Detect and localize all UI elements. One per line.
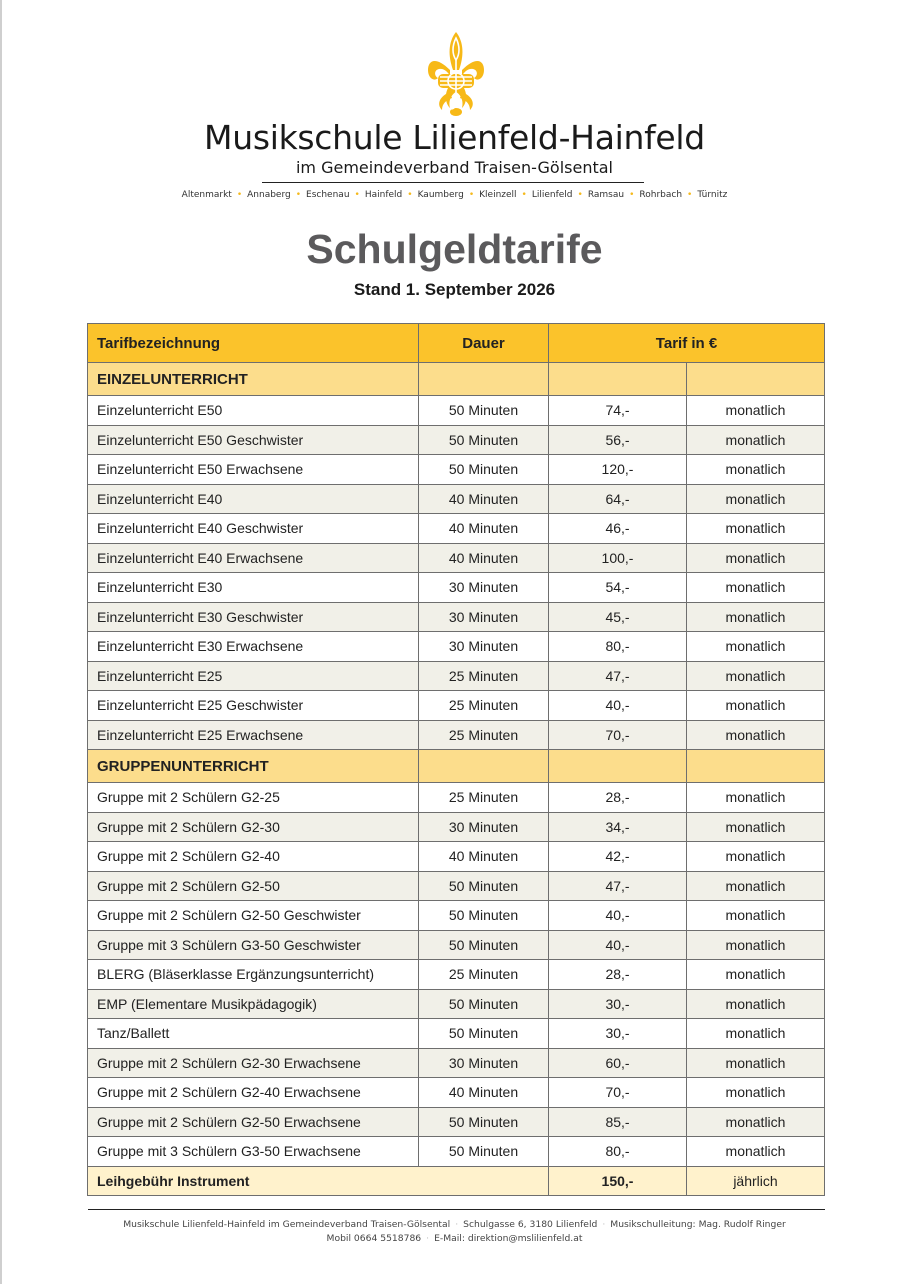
empty-cell: [687, 750, 825, 783]
tariff-period: monatlich: [687, 1048, 825, 1078]
tariff-name: Einzelunterricht E25 Geschwister: [88, 691, 419, 721]
page-title: Schulgeldtarife: [306, 226, 603, 272]
column-header-tariff: Tarif in €: [549, 324, 825, 363]
town: Kaumberg: [417, 190, 464, 200]
table-row: [88, 632, 825, 662]
footer-director: Musikschulleitung: Mag. Rudolf Ringer: [610, 1219, 786, 1230]
tariff-price: 45,-: [549, 602, 687, 632]
table-row: [88, 691, 825, 721]
tariff-duration: 30 Minuten: [419, 632, 549, 662]
tariff-price: 42,-: [549, 842, 687, 872]
tariff-period: monatlich: [687, 396, 825, 426]
tariff-duration: 30 Minuten: [419, 573, 549, 603]
table-row: [88, 573, 825, 603]
tariff-price: 100,-: [549, 543, 687, 573]
tariff-period: monatlich: [687, 901, 825, 931]
town: Altenmarkt: [181, 190, 232, 200]
table-row: [88, 783, 825, 813]
tariff-price: 47,-: [549, 871, 687, 901]
footer-divider: [88, 1209, 825, 1210]
table-row: [88, 396, 825, 426]
tariff-name: Gruppe mit 2 Schülern G2-50 Erwachsene: [88, 1107, 419, 1137]
bullet-icon: •: [236, 190, 243, 200]
tariff-duration: 25 Minuten: [419, 661, 549, 691]
tariff-duration: 40 Minuten: [419, 543, 549, 573]
town: Rohrbach: [639, 190, 683, 200]
tariff-price: 28,-: [549, 960, 687, 990]
tariff-period: monatlich: [687, 930, 825, 960]
tariff-period: monatlich: [687, 1078, 825, 1108]
tariff-period: monatlich: [687, 602, 825, 632]
tariff-price: 80,-: [549, 1137, 687, 1167]
table-row: [88, 842, 825, 872]
tariff-price: 40,-: [549, 901, 687, 931]
tariff-period: monatlich: [687, 514, 825, 544]
tariff-name: Tanz/Ballett: [88, 1019, 419, 1049]
dot-separator-icon: ·: [455, 1219, 459, 1230]
tariff-price: 28,-: [549, 783, 687, 813]
column-header-duration: Dauer: [419, 324, 549, 363]
tariff-name: Einzelunterricht E40 Erwachsene: [88, 543, 419, 573]
tariff-duration: 50 Minuten: [419, 396, 549, 426]
tariff-name: Gruppe mit 3 Schülern G3-50 Geschwister: [88, 930, 419, 960]
tariff-name: Einzelunterricht E30 Geschwister: [88, 602, 419, 632]
tariff-name: Einzelunterricht E30: [88, 573, 419, 603]
table-row: [88, 602, 825, 632]
tariff-name: Gruppe mit 2 Schülern G2-40: [88, 842, 419, 872]
tariff-duration: 30 Minuten: [419, 602, 549, 632]
town: Türnitz: [697, 190, 728, 200]
tariff-name: Gruppe mit 2 Schülern G2-50: [88, 871, 419, 901]
tariff-price: 120,-: [549, 455, 687, 485]
tariff-duration: 25 Minuten: [419, 783, 549, 813]
tariff-duration: 50 Minuten: [419, 1019, 549, 1049]
tariff-period: monatlich: [687, 783, 825, 813]
tariff-period: monatlich: [687, 1107, 825, 1137]
table-row: [88, 901, 825, 931]
dot-separator-icon: ·: [602, 1219, 606, 1230]
tariff-price: 30,-: [549, 1019, 687, 1049]
tariff-price: 54,-: [549, 573, 687, 603]
table-row: [88, 661, 825, 691]
tariff-name: Gruppe mit 2 Schülern G2-25: [88, 783, 419, 813]
footer-line-2: [0, 1232, 909, 1246]
tariff-period: monatlich: [687, 425, 825, 455]
tariff-period: monatlich: [687, 720, 825, 750]
tariff-name: Gruppe mit 2 Schülern G2-30: [88, 812, 419, 842]
tariff-name: Einzelunterricht E40 Geschwister: [88, 514, 419, 544]
tariff-period: monatlich: [687, 632, 825, 662]
tariff-name: Einzelunterricht E40: [88, 484, 419, 514]
tariff-duration: 50 Minuten: [419, 989, 549, 1019]
table-row: [88, 1078, 825, 1108]
tariff-period: monatlich: [687, 960, 825, 990]
bullet-icon: •: [577, 190, 583, 200]
tariff-price: 56,-: [549, 425, 687, 455]
bullet-icon: •: [629, 190, 635, 200]
tariff-duration: 40 Minuten: [419, 842, 549, 872]
tariff-duration: 40 Minuten: [419, 484, 549, 514]
bullet-icon: •: [687, 190, 693, 200]
empty-cell: [549, 750, 687, 783]
tariff-period: monatlich: [687, 1137, 825, 1167]
town: Eschenau: [306, 190, 350, 200]
bullet-icon: •: [354, 190, 360, 200]
tariff-price: 60,-: [549, 1048, 687, 1078]
table-row: [88, 514, 825, 544]
tariff-period: monatlich: [687, 871, 825, 901]
bullet-icon: •: [468, 190, 475, 200]
town: Ramsau: [587, 190, 625, 200]
footer-school: Musikschule Lilienfeld-Hainfeld im Gemeindeverband Traisen-Gölsental: [123, 1219, 451, 1230]
bullet-icon: •: [295, 190, 302, 200]
tariff-price: 85,-: [549, 1107, 687, 1137]
page-subtitle-date: Stand 1. September 2026: [353, 280, 556, 299]
empty-cell: [549, 363, 687, 396]
tariff-period: monatlich: [687, 842, 825, 872]
instrument-rental-row: [88, 1166, 825, 1195]
tariff-name: Gruppe mit 2 Schülern G2-40 Erwachsene: [88, 1078, 419, 1108]
table-header-row: [88, 324, 825, 363]
table-row: [88, 1048, 825, 1078]
bullet-icon: •: [521, 190, 527, 200]
tariff-duration: 50 Minuten: [419, 425, 549, 455]
town: Lilienfeld: [531, 190, 573, 200]
footer-email: E-Mail: direktion@mslilienfeld.at: [434, 1233, 583, 1244]
footer-address: Schulgasse 6, 3180 Lilienfeld: [463, 1219, 598, 1230]
tariff-price: 80,-: [549, 632, 687, 662]
section-title: GRUPPENUNTERRICHT: [88, 750, 419, 783]
tariff-duration: 50 Minuten: [419, 901, 549, 931]
tariff-duration: 50 Minuten: [419, 1107, 549, 1137]
tariff-name: Gruppe mit 2 Schülern G2-50 Geschwister: [88, 901, 419, 931]
town: Kleinzell: [479, 190, 517, 200]
footer-phone: Mobil 0664 5518786: [326, 1233, 422, 1244]
tariff-name: Gruppe mit 3 Schülern G3-50 Erwachsene: [88, 1137, 419, 1167]
tariff-duration: 40 Minuten: [419, 514, 549, 544]
tariff-period: monatlich: [687, 812, 825, 842]
tariff-duration: 30 Minuten: [419, 1048, 549, 1078]
tariff-price: 30,-: [549, 989, 687, 1019]
section-title: EINZELUNTERRICHT: [88, 363, 419, 396]
tariff-period: monatlich: [687, 989, 825, 1019]
towns-list: [0, 190, 909, 200]
town: Annaberg: [247, 190, 291, 200]
tariff-name: Gruppe mit 2 Schülern G2-30 Erwachsene: [88, 1048, 419, 1078]
tariff-price: 70,-: [549, 720, 687, 750]
table-row: [88, 455, 825, 485]
tariff-price: 40,-: [549, 930, 687, 960]
table-row: [88, 1137, 825, 1167]
table-row: [88, 960, 825, 990]
tariff-name: Einzelunterricht E50: [88, 396, 419, 426]
dot-separator-icon: ·: [426, 1233, 430, 1244]
table-row: [88, 1019, 825, 1049]
tariff-period: monatlich: [687, 455, 825, 485]
tariff-duration: 30 Minuten: [419, 812, 549, 842]
tariff-duration: 50 Minuten: [419, 871, 549, 901]
tariff-price: 64,-: [549, 484, 687, 514]
header-divider: [262, 182, 644, 183]
tariff-price: 34,-: [549, 812, 687, 842]
tariff-name: Einzelunterricht E50 Geschwister: [88, 425, 419, 455]
tariff-duration: 40 Minuten: [419, 1078, 549, 1108]
empty-cell: [419, 363, 549, 396]
column-header-name: Tarifbezeichnung: [88, 324, 419, 363]
tariff-period: monatlich: [687, 543, 825, 573]
tariff-name: Einzelunterricht E25: [88, 661, 419, 691]
town: Hainfeld: [364, 190, 403, 200]
tariff-duration: 50 Minuten: [419, 455, 549, 485]
tariff-period: monatlich: [687, 661, 825, 691]
tariff-name: BLERG (Bläserklasse Ergänzungsunterricht): [88, 960, 419, 990]
table-row: [88, 425, 825, 455]
tariff-duration: 25 Minuten: [419, 691, 549, 721]
table-row: [88, 720, 825, 750]
empty-cell: [687, 363, 825, 396]
school-name: Musikschule Lilienfeld-Hainfeld: [204, 118, 705, 157]
tariff-price: 47,-: [549, 661, 687, 691]
table-row: [88, 871, 825, 901]
table-row: [88, 484, 825, 514]
tariff-duration: 25 Minuten: [419, 720, 549, 750]
tariff-name: Einzelunterricht E50 Erwachsene: [88, 455, 419, 485]
table-row: [88, 989, 825, 1019]
tariff-price: 74,-: [549, 396, 687, 426]
footer: [0, 1218, 909, 1246]
fleur-de-lis-treble-clef-logo-icon: [426, 30, 486, 118]
rental-period: jährlich: [687, 1166, 825, 1195]
tariff-period: monatlich: [687, 573, 825, 603]
rental-price: 150,-: [549, 1166, 687, 1195]
tariff-duration: 50 Minuten: [419, 930, 549, 960]
rental-name: Leihgebühr Instrument: [88, 1166, 549, 1195]
tariff-name: EMP (Elementare Musikpädagogik): [88, 989, 419, 1019]
table-row: [88, 930, 825, 960]
tariff-table: [87, 323, 825, 1196]
empty-cell: [419, 750, 549, 783]
bullet-icon: •: [407, 190, 413, 200]
tariff-price: 46,-: [549, 514, 687, 544]
school-subtitle: im Gemeindeverband Traisen-Gölsental: [295, 158, 613, 177]
tariff-name: Einzelunterricht E30 Erwachsene: [88, 632, 419, 662]
tariff-period: monatlich: [687, 1019, 825, 1049]
tariff-name: Einzelunterricht E25 Erwachsene: [88, 720, 419, 750]
tariff-duration: 50 Minuten: [419, 1137, 549, 1167]
table-row: [88, 1107, 825, 1137]
tariff-price: 70,-: [549, 1078, 687, 1108]
tariff-period: monatlich: [687, 484, 825, 514]
tariff-period: monatlich: [687, 691, 825, 721]
section-row: [88, 750, 825, 783]
section-row: [88, 363, 825, 396]
table-row: [88, 812, 825, 842]
tariff-price: 40,-: [549, 691, 687, 721]
footer-line-1: [0, 1218, 909, 1232]
tariff-duration: 25 Minuten: [419, 960, 549, 990]
table-row: [88, 543, 825, 573]
